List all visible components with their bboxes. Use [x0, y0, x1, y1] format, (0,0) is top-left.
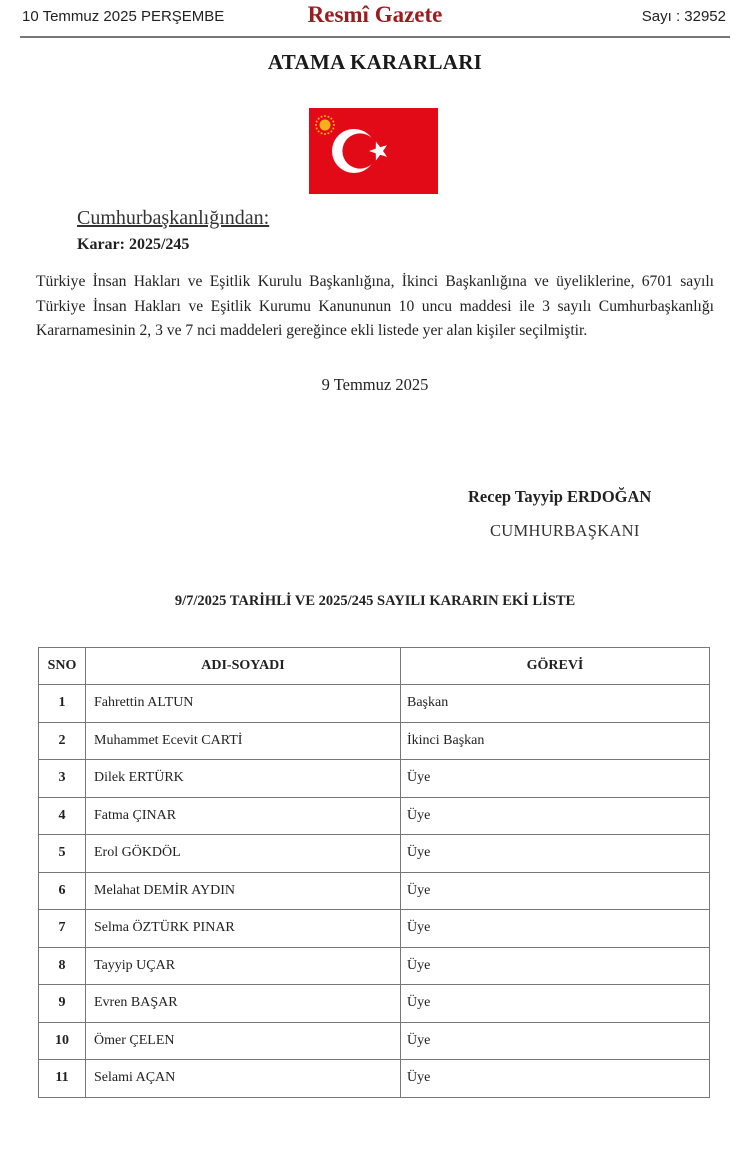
table-row — [39, 1060, 710, 1098]
row-role: Üye — [401, 872, 710, 910]
table-row — [39, 685, 710, 723]
row-role: Üye — [401, 797, 710, 835]
sun-ray — [315, 124, 317, 126]
table-row — [39, 722, 710, 760]
row-role: Üye — [401, 985, 710, 1023]
sun-ray — [321, 116, 323, 118]
row-sno: 6 — [39, 872, 86, 910]
row-name: Evren BAŞAR — [86, 985, 401, 1023]
column-header-name: ADI-SOYADI — [86, 648, 401, 685]
sun-ray — [327, 132, 329, 134]
row-sno: 9 — [39, 985, 86, 1023]
decision-number: Karar: 2025/245 — [77, 236, 190, 253]
row-name: Melahat DEMİR AYDIN — [86, 872, 401, 910]
row-sno: 11 — [39, 1060, 86, 1098]
sun-ray — [318, 130, 320, 132]
row-sno: 1 — [39, 685, 86, 723]
row-name: Dilek ERTÜRK — [86, 760, 401, 798]
sun-ray — [318, 118, 320, 120]
gazette-header — [20, 0, 730, 38]
row-name: Fatma ÇINAR — [86, 797, 401, 835]
row-name: Selami AÇAN — [86, 1060, 401, 1098]
row-sno: 4 — [39, 797, 86, 835]
row-role: İkinci Başkan — [401, 722, 710, 760]
table-row — [39, 985, 710, 1023]
sun-ray — [316, 127, 318, 129]
table-row — [39, 947, 710, 985]
row-sno: 8 — [39, 947, 86, 985]
column-header-role: GÖREVİ — [401, 648, 710, 685]
decision-text: Türkiye İnsan Hakları ve Eşitlik Kurulu Başkanlığına, İkinci Başkanlığına ve üyeliklerine, 6701 sayılı Türkiye İnsan Hakları ve Eşitlik Kurumu Kanununun 10 uncu maddesi ile 3 sayılı Cumhurbaşkanlığı Kararnamesinin 2, 3 ve 7 nci maddeleri gereğince ekli listede yer alan kişiler seçilmiştir. — [36, 273, 714, 339]
turkish-flag-icon — [309, 108, 438, 194]
signer-title: CUMHURBAŞKANI — [490, 521, 640, 540]
row-role: Üye — [401, 1060, 710, 1098]
row-name: Ömer ÇELEN — [86, 1022, 401, 1060]
sun-ray — [324, 133, 326, 135]
table-row — [39, 872, 710, 910]
list-title: 9/7/2025 TARİHLİ VE 2025/245 SAYILI KARARIN EKİ LİSTE — [174, 593, 576, 609]
sun-ray — [330, 130, 332, 132]
row-sno: 10 — [39, 1022, 86, 1060]
table-row — [39, 760, 710, 798]
row-role: Üye — [401, 910, 710, 948]
row-sno: 7 — [39, 910, 86, 948]
issuing-authority: Cumhurbaşkanlığından: — [77, 207, 270, 229]
decision-date: 9 Temmuz 2025 — [321, 375, 429, 394]
sun-ray — [324, 115, 326, 117]
table-row — [39, 910, 710, 948]
sun-ray — [332, 121, 334, 123]
row-name: Fahrettin ALTUN — [86, 685, 401, 723]
table-row — [39, 797, 710, 835]
table-header-row — [39, 648, 710, 685]
signer-name: Recep Tayyip ERDOĞAN — [468, 487, 652, 506]
gazette-title: Resmî Gazete — [307, 2, 443, 27]
row-role: Üye — [401, 835, 710, 873]
table-row — [39, 1022, 710, 1060]
table-row — [39, 835, 710, 873]
row-sno: 2 — [39, 722, 86, 760]
row-role: Üye — [401, 947, 710, 985]
section-title: ATAMA KARARLARI — [267, 50, 483, 74]
sun-ray — [333, 124, 335, 126]
row-sno: 3 — [39, 760, 86, 798]
row-role: Üye — [401, 760, 710, 798]
sun-ray — [316, 121, 318, 123]
issue-number: Sayı : 32952 — [641, 8, 726, 25]
row-name: Selma ÖZTÜRK PINAR — [86, 910, 401, 948]
row-name: Erol GÖKDÖL — [86, 835, 401, 873]
appointments-table — [38, 647, 710, 1098]
row-role: Üye — [401, 1022, 710, 1060]
row-role: Başkan — [401, 685, 710, 723]
row-sno: 5 — [39, 835, 86, 873]
sun-ray — [330, 118, 332, 120]
issue-date: 10 Temmuz 2025 PERŞEMBE — [22, 8, 225, 25]
row-name: Muhammet Ecevit CARTİ — [86, 722, 401, 760]
sun-ray — [327, 116, 329, 118]
sun-ray — [321, 132, 323, 134]
sun-ray — [332, 127, 334, 129]
row-name: Tayyip UÇAR — [86, 947, 401, 985]
column-header-sno: SNO — [39, 648, 86, 685]
